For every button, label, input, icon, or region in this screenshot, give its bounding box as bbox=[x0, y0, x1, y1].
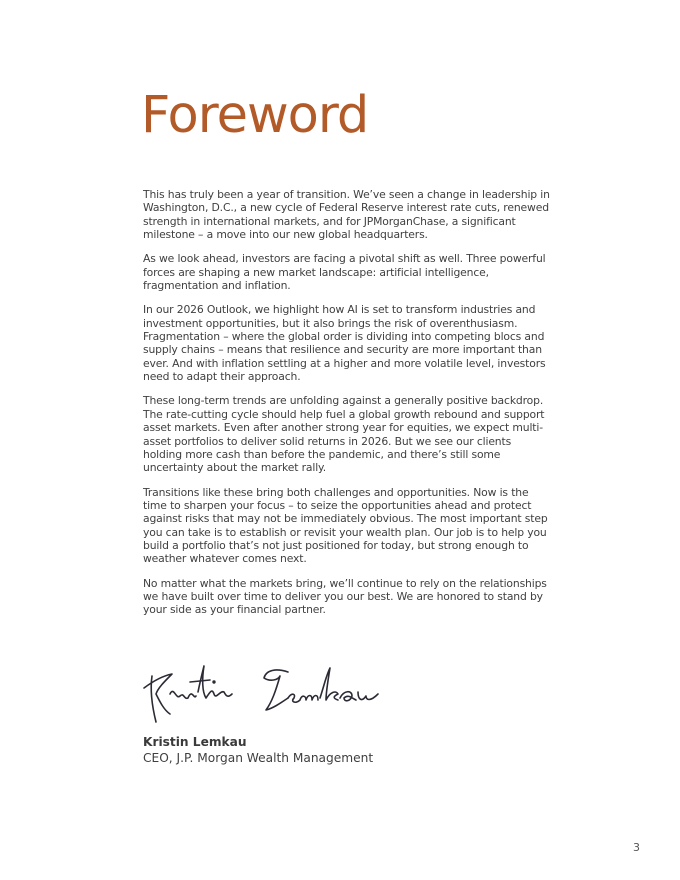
signer-title: CEO, J.P. Morgan Wealth Management bbox=[143, 751, 374, 765]
paragraph: This has truly been a year of transition. We’ve seen a change in leadership in Washington, D.C., a new cycle of Federal Reserve interest rate cuts, renewed strength in international markets, and for JPMorganChase, a significant milestone – a move into our new global headquarters. bbox=[143, 188, 550, 242]
paragraph: As we look ahead, investors are facing a pivotal shift as well. Three powerful forces are shaping a new market landscape: artificial intelligence, fragmentation and inflation. bbox=[143, 252, 546, 293]
paragraph: These long-term trends are unfolding against a generally positive backdrop. The rate-cutting cycle should help fuel a global growth rebound and support asset markets. Even after another strong year for equities, we expect multi-asset portfolios to deliver solid returns in 2026. But we see our clients holding more cash than before the pandemic, and there’s still some uncertainty about the market rally. bbox=[143, 394, 545, 475]
paragraph: Transitions like these bring both challenges and opportunities. Now is the time to sharpen your focus – to seize the opportunities ahead and protect against risks that may not be immediately obvious. The most important step you can take is to establish or revisit your wealth plan. Our job is to help you build a portfolio that’s not just positioned for today, but strong enough to weather whatever comes next. bbox=[143, 485, 548, 566]
page-number: 3 bbox=[633, 841, 640, 854]
paragraph: In our 2026 Outlook, we highlight how AI is set to transform industries and investment opportunities, but it also brings the risk of overenthusiasm. Fragmentation – where the global order is dividing into competing blocs and supply chains – means that resilience and security are more important than ever. And with inflation settling at a higher and more volatile level, investors need to adapt their approach. bbox=[143, 303, 546, 384]
paragraph: No matter what the markets bring, we’ll continue to rely on the relationships we have built over time to deliver you our best. We are honored to stand by your side as your financial partner. bbox=[143, 576, 547, 617]
foreword-body bbox=[143, 188, 553, 628]
handwritten-signature bbox=[138, 652, 408, 732]
page-title: Foreword bbox=[141, 86, 369, 145]
signer-name: Kristin Lemkau bbox=[143, 735, 247, 749]
